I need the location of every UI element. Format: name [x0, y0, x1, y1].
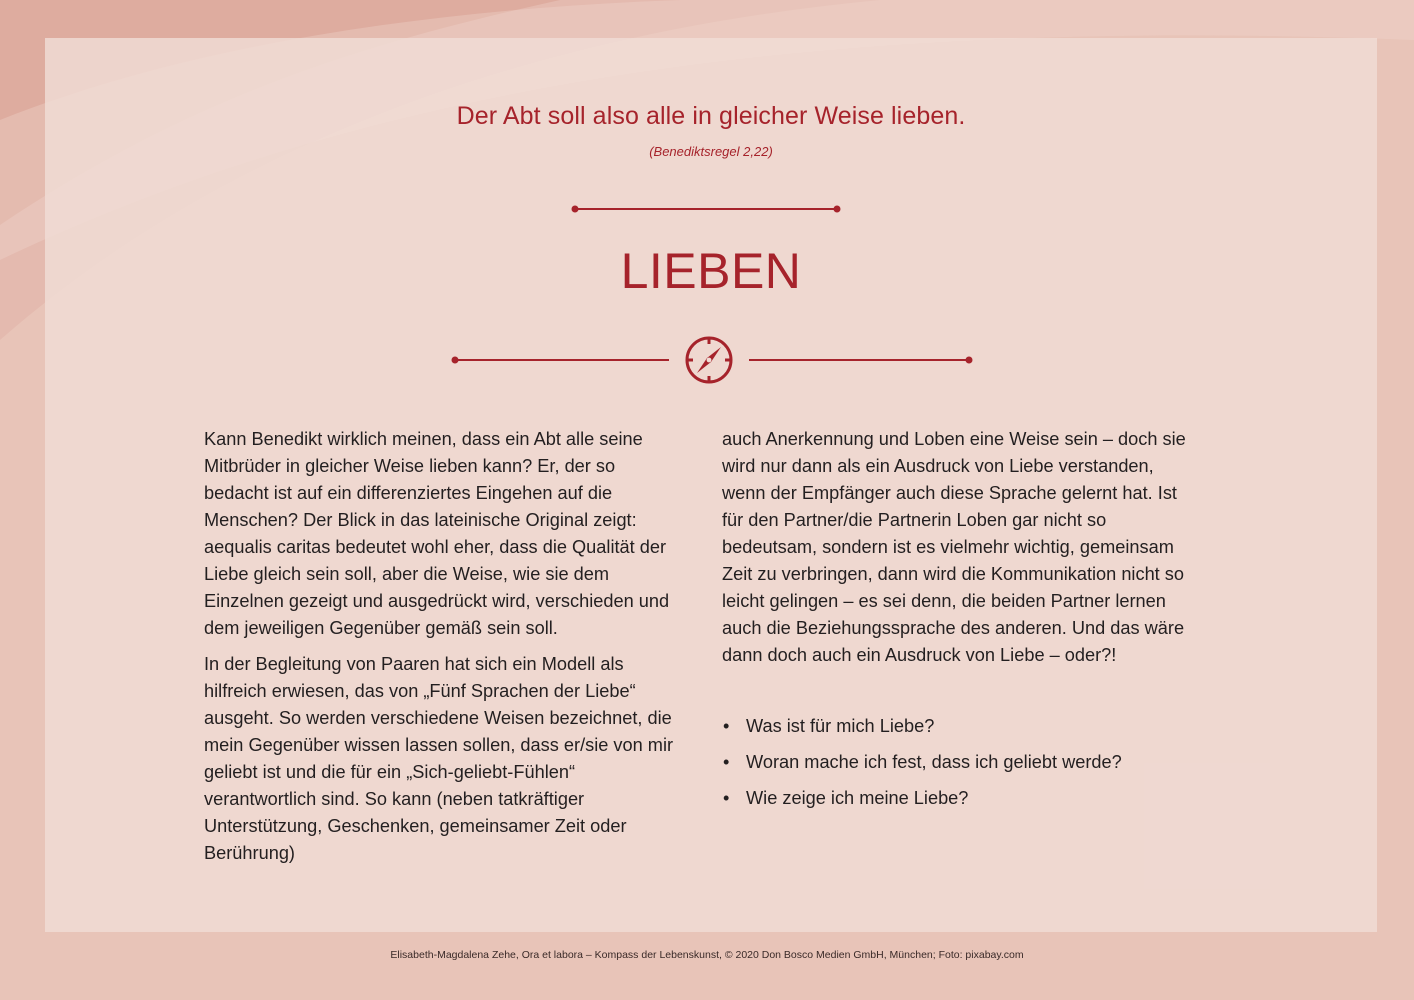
bullet-icon: •: [723, 752, 730, 772]
right-paragraph: auch Anerkennung und Loben eine Weise sein – doch sie wird nur dann als ein Ausdruck von Liebe verstanden, wenn der Empfänger auch diese Sprache gelernt hat. Ist für den Partner/die Partnerin Loben gar nicht so bedeutsam, sondern ist es vielmehr wichtig, gemeinsam Zeit zu verbringen, dann wird die Kommunikation nicht so leicht gelingen – es sei denn, die beiden Partner lernen auch die Beziehungssprache des anderen. Und das wäre dann doch auch ein Ausdruck von Liebe – oder?!: [722, 429, 1186, 665]
bullet-icon: •: [723, 788, 730, 808]
footer-credit: Elisabeth-Magdalena Zehe, Ora et labora – Kompass der Lebenskunst, © 2020 Don Bosco Medien GmbH, München; Foto: pixabay.com: [390, 949, 1024, 961]
top-divider: [571, 202, 841, 216]
list-item: [722, 713, 1242, 749]
question-list: [722, 713, 1242, 821]
left-paragraph-2: In der Begleitung von Paaren hat sich ein Modell als hilfreich erwiesen, das von „Fünf Sprachen der Liebe“ ausgeht. So werden verschiedene Weisen bezeichnet, die mein Gegenüber wissen lassen sollen, dass er/sie von mir geliebt ist und die für ein „Sich-geliebt-Fühlen“ verantwortlich sind. So kann (neben tatkräftiger Unterstützung, Geschenken, gemeinsamer Zeit oder Berührung): [204, 654, 674, 863]
left-paragraph-1: Kann Benedikt wirklich meinen, dass ein Abt alle seine Mitbrüder in gleicher Weise lieben kann? Er, der so bedacht ist auf ein differenziertes Eingehen auf die Menschen? Der Blick in das lateinische Original zeigt: aequalis caritas bedeutet wohl eher, dass die Qualität der Liebe gleich sein soll, aber die Weise, wie sie dem Einzelnen gezeigt und ausgedrückt wird, verschieden und dem jeweiligen Gegenüber gemäß sein soll.: [204, 429, 670, 638]
question-text: Woran mache ich fest, dass ich geliebt werde?: [746, 752, 1122, 772]
quote-text: Der Abt soll also alle in gleicher Weise lieben.: [456, 102, 966, 130]
quote-source: (Benediktsregel 2,22): [649, 144, 773, 159]
compass-icon: [687, 338, 731, 382]
right-column: [722, 426, 1200, 678]
list-item: [722, 749, 1242, 785]
left-column: [204, 426, 682, 876]
page-title: LIEBEN: [620, 243, 802, 299]
bullet-icon: •: [723, 716, 730, 736]
question-text: Was ist für mich Liebe?: [746, 716, 935, 736]
question-text: Wie zeige ich meine Liebe?: [746, 788, 969, 808]
list-item: [722, 785, 1242, 821]
content-card: [45, 38, 1377, 932]
compass-divider: [449, 331, 979, 389]
